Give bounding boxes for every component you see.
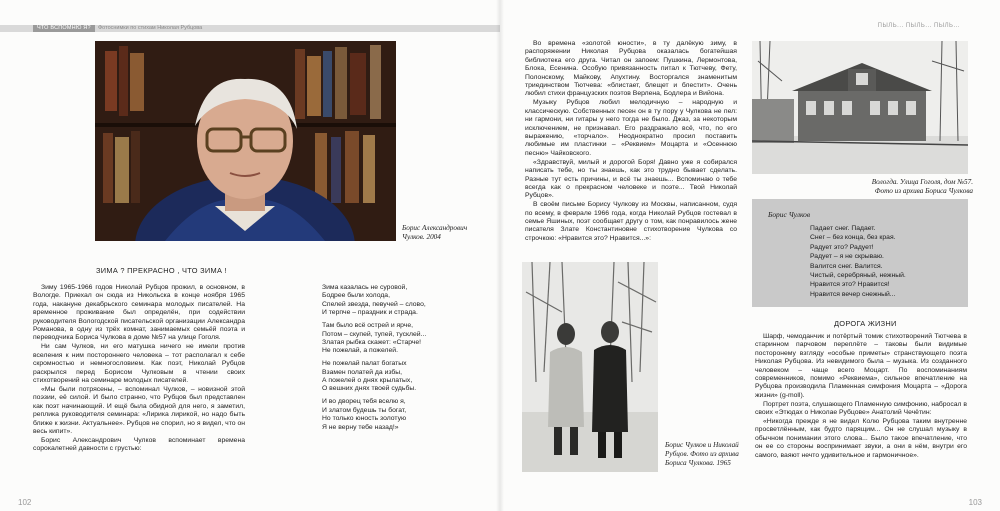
- poem-box-lines: [810, 224, 906, 299]
- poem-line: Но только юность золотую: [322, 415, 407, 423]
- duo-caption-line-1: Борис Чулков и Николай: [665, 441, 739, 449]
- poem-line: Я не верну тебе назад!»: [322, 423, 399, 431]
- paragraph: «Мы были потрясены, – вспоминал Чулков, – новизной этой поэзии, её силой. И было странно, что Рубцов был представлен как поэт начинающий. И ещё была обидной для него, я заметил, реплика руководителя семинара: «Лирика лирикой, но надо быть ближе к жизни. Актуальнее». Рубцов не спорил, но я видел, что он весь кипит».: [33, 385, 245, 435]
- poem-line: А пожелей о днях крылатых,: [322, 377, 413, 385]
- poem-line: Златая рыбка скажет: «Старче!: [322, 338, 422, 346]
- poem-box: [752, 199, 968, 307]
- paragraph: Шарф, чемоданчик и потёртый томик стихотворений Тютчева в старинном парчовом переплёте – таковы были видимые посторонему взгляду «особые приметы» странствующего поэта Николая Рубцова. Из невидимого была – музыка. Из созданного человеком – чаще всего Моцарт. По воспоминаниям современников, помимо «Реквиема», сильное впечатление на Рубцова производила Пламенная симфония Моцарта – «Дорога жизни» (g-moll).: [755, 333, 967, 399]
- paragraph: Музыку Рубцов любил мелодичную – народную и классическую. Собственных песен он в ту пору у Чулкова не пел: ни гармони, ни гитары у него тогда не было. Джаз, за некоторым исключением, не признавал. Его раздражало всё, что, по его выражению, «торчало». Неоднократно просил поставить любимые им пластинки – «Реквием» Моцарта и «Осеннюю песню» Чайковского.: [525, 99, 737, 157]
- header-title: Фотоснимки по стихам Николая Рубцова: [98, 25, 203, 31]
- poem-line: Валится снег. Валится.: [810, 262, 883, 270]
- running-head-right: ПЫЛЬ... ПЫЛЬ... ПЫЛЬ...: [877, 23, 960, 29]
- poem-stanza: [322, 398, 472, 432]
- poem-line: Чистый, серебряный, нежный.: [810, 272, 906, 280]
- house-caption: [858, 178, 973, 196]
- book-gutter: [496, 0, 504, 511]
- page-number-right: 103: [968, 498, 982, 507]
- portrait-caption-line-1: Борис Александрович: [402, 224, 468, 232]
- paragraph: «Здравствуй, милый и дорогой Боря! Давно уже я собирался написать тебе, но ты знаешь, как это трудно бывает сделать. Разные тут есть причины, и всё ты знаешь... Вспоминаю о тебе всегда как о прекрасном человеке и поэте... Твой Николай Рубцов».: [525, 158, 737, 200]
- house-caption-line-1: Вологда. Улица Гоголя, дом №57.: [871, 178, 973, 186]
- duo-caption: [665, 441, 755, 468]
- poem-line: Радует – я не скрываю.: [810, 253, 884, 261]
- paragraph: Ни сам Чулков, ни его матушка ничего не имели против вселения к ним постороннего человека – тот располагал к себе скромностью и немногословием. Как поэт, Николай Рубцов раскрылся перед Борисом Чулковым в чтении своих стихотворений на семинаре молодых писателей.: [33, 343, 245, 384]
- paragraph: Во времена «золотой юности», в ту далёкую зиму, в распоряжении Николая Рубцова оказалась богатейшая библиотека его друга. Читал он запоем: Пушкина, Лермонтова, Блока, Есенина. Особую привязанность питал к Тютчеву, Фету, Полонскому, Майкову, Апухтину. Восторгался знаменитым триединством Тютчева: «блистает, блещет и блестит». Очень любил стихи французских поэтов Верлена, Бодлера и Вийона.: [525, 40, 737, 98]
- poem-line: Бодрее были холода,: [322, 292, 390, 300]
- header-section: ЧТО ВСПОМНЮ Я?: [33, 25, 95, 32]
- portrait-caption: [402, 224, 498, 242]
- left-heading: ЗИМА ? ПРЕКРАСНО , ЧТО ЗИМА !: [96, 266, 227, 275]
- page-number-left: 102: [18, 498, 32, 507]
- right-text-column-2: [755, 333, 967, 461]
- duo-caption-line-3: Бориса Чулкова. 1965: [665, 459, 731, 467]
- paragraph: В своём письме Борису Чулкову из Москвы, написанном, судя по всему, в феврале 1966 года, когда Николай Рубцов гостевал в семье Яшиных, поэт сообщает другу о том, как понравилось жене писателя Злате Константиновне стихотворение Чулкова со строчкою: «Нравится это? Нравится...»:: [525, 201, 737, 242]
- poem-line: О вешних днях твоей судьбы.: [322, 385, 417, 393]
- duo-caption-line-2: Рубцов. Фото из архива: [665, 450, 739, 458]
- poem-line: Нравится вечер снежный...: [810, 290, 896, 298]
- duo-photo: [522, 262, 658, 472]
- paragraph: Борис Александрович Чулков вспоминает времена сорокалетней давности с грустью:: [33, 436, 245, 453]
- poem-line: Нравится это? Нравится!: [810, 281, 890, 289]
- poem-line: Зима казалась не суровой,: [322, 284, 408, 291]
- poem-line: И во дворец тебя вселю я,: [322, 398, 406, 406]
- right-heading: ДОРОГА ЖИЗНИ: [834, 319, 897, 328]
- poem-line: Взамен полатей да избы,: [322, 368, 403, 376]
- poem-stanza: [322, 360, 472, 394]
- poem-line: Не пожелай, а пожелей.: [322, 347, 398, 355]
- left-text-column: [33, 284, 245, 454]
- paragraph: Портрет поэта, слушающего Пламенную симфонию, набросал в своих «Этюдах о Николае Рубцове» Анатолий Чечётин:: [755, 400, 967, 417]
- poem-line: Там было всё острей и ярче,: [322, 322, 414, 330]
- house-caption-line-2: Фото из архива Бориса Чулкова: [874, 187, 973, 195]
- poem-stanza: [322, 284, 472, 318]
- poem-line: Падает снег. Падает.: [810, 225, 876, 232]
- paragraph: «Никогда прежде я не видел Колю Рубцова таким внутренне просветлённым, как будто парящим... Он не слушал музыку в обычном понимании этого слова... Было такое впечатление, что он ее со стороны воспринимает звуки, а они в нём, внутри его самого, ваяют нечто удивительное и гармоничное».: [755, 418, 967, 459]
- portrait-caption-line-2: Чулков. 2004: [402, 233, 441, 241]
- poem-line: Спелей звезда, певучей – слово,: [322, 300, 426, 308]
- right-text-column-1: [525, 40, 737, 244]
- poem-line: Потом – скупей, тупей, тусклей...: [322, 330, 427, 338]
- left-poem: [322, 284, 472, 437]
- poem-line: И златом будешь ты богат,: [322, 406, 407, 414]
- house-photo: [752, 41, 968, 174]
- poem-line: Снег – без конца, без края.: [810, 234, 896, 242]
- poem-stanza: [322, 322, 472, 356]
- poem-line: Радует это? Радует!: [810, 243, 874, 251]
- paragraph: Зиму 1965-1966 годов Николай Рубцов прожил, в основном, в Вологде. Приехал он сюда из Никольска в конце ноября 1965 года, накануне декабрьского семинара молодых писателей. На временное проживание был определён, при содействии руководителя Вологодской писательской организации Александра Романова, в одну из трёх комнат, занимаемых семьёй поэта и переводчика Бориса Чулкова в доме №57 на улице Гоголя.: [33, 284, 245, 342]
- poem-line: И терпче – праздник и страда.: [322, 309, 418, 317]
- poem-line: Не пожелай палат богатых: [322, 360, 407, 368]
- poem-box-title: Борис Чулков: [768, 210, 811, 219]
- portrait-photo: [95, 41, 396, 241]
